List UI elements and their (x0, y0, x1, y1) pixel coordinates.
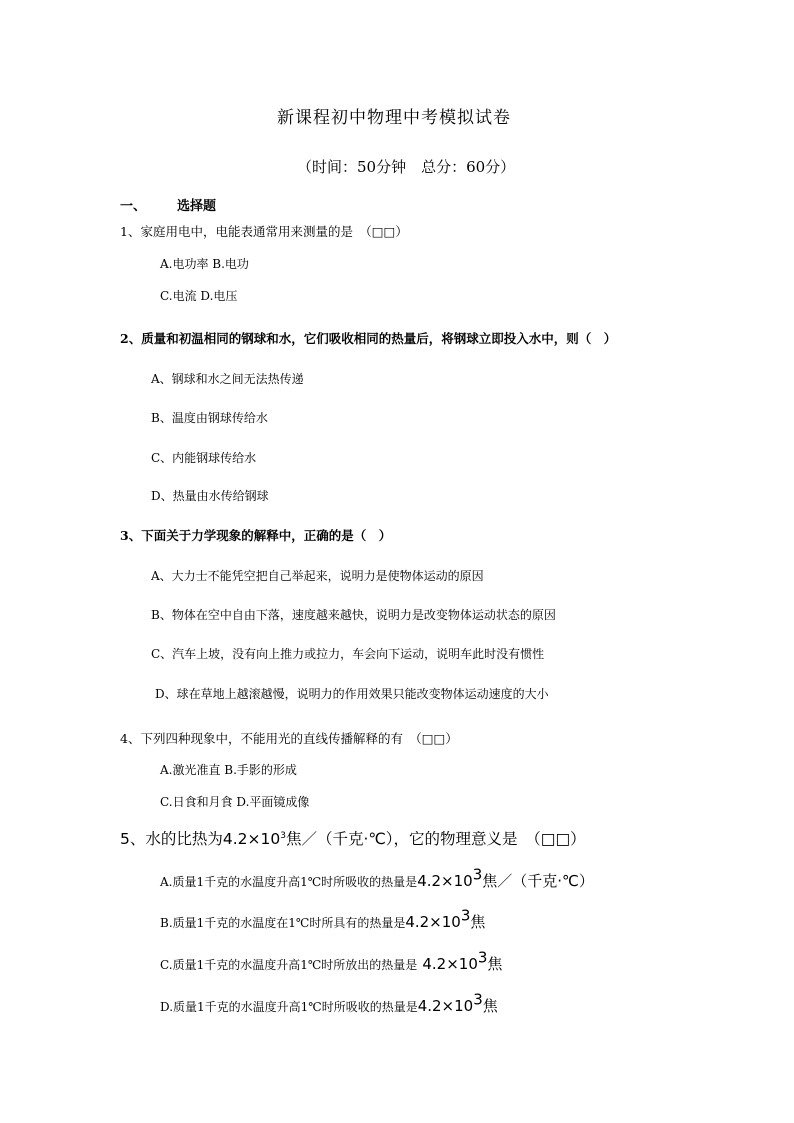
question-1-options-cd: C.电流 D.电压 (160, 289, 238, 303)
question-5-option-a-value: 4.2×10 (417, 872, 473, 890)
question-3-option-c: C、汽车上坡，没有向上推力或拉力，车会向下运动，说明车此时没有惯性 (151, 647, 545, 661)
question-5-option-d-value: 4.2×10 (417, 997, 474, 1015)
question-5-stem-exponent: 3 (280, 830, 286, 841)
question-5-option-c-exponent: 3 (477, 948, 488, 967)
question-3-option-a: A、大力士不能凭空把自己举起来，说明力是使物体运动的原因 (151, 569, 484, 583)
question-5-option-b-text: B.质量1千克的水温度在1℃时所具有的热量是 (160, 916, 406, 930)
question-5-option-d-unit: 焦 (482, 997, 498, 1015)
question-4-options-ab: A.激光准直 B.手影的形成 (160, 763, 297, 777)
question-5-option-a-exponent: 3 (472, 865, 483, 884)
question-5-option-d-exponent: 3 (473, 990, 483, 1009)
question-5-option-b (160, 906, 486, 931)
question-3-option-d: D、球在草地上越滚越慢，说明力的作用效果只能改变物体运动速度的大小 (155, 687, 549, 701)
question-5-option-b-exponent: 3 (460, 906, 471, 925)
question-3-stem: 3、下面关于力学现象的解释中，正确的是（ ） (120, 528, 392, 543)
exam-title: 新课程初中物理中考模拟试卷 (277, 108, 511, 128)
question-5-option-b-unit: 焦 (470, 913, 486, 931)
question-2-option-b: B、温度由钢球传给水 (151, 411, 268, 425)
question-5-option-a-text: A.质量1千克的水温度升高1℃时所吸收的热量是 (160, 875, 418, 889)
section-number: 一、 (120, 199, 147, 214)
question-2-option-c: C、内能钢球传给水 (151, 451, 257, 465)
question-4-options-cd: C.日食和月食 D.平面镜成像 (160, 795, 310, 809)
question-5-option-c-unit: 焦 (487, 955, 503, 973)
question-2-option-a: A、钢球和水之间无法热传递 (151, 372, 304, 386)
question-5-option-a (160, 865, 594, 890)
question-5-option-b-value: 4.2×10 (405, 913, 461, 931)
question-5-option-d (160, 990, 498, 1015)
exam-subtitle: （时间：50分钟 总分：60分） (297, 158, 516, 176)
question-5-option-c (160, 948, 503, 973)
section-title: 选择题 (177, 199, 217, 214)
question-4-stem: 4、下列四种现象中，不能用光的直线传播解释的有 （□□） (120, 731, 458, 746)
question-2-option-d: D、热量由水传给钢球 (151, 489, 269, 503)
question-3-option-b: B、物体在空中自由下落，速度越来越快，说明力是改变物体运动状态的原因 (151, 608, 556, 622)
question-2-stem: 2、质量和初温相同的钢球和水，它们吸收相同的热量后，将钢球立即投入水中，则（ ） (120, 331, 617, 346)
question-1-options-ab: A.电功率 B.电功 (160, 257, 249, 271)
question-5-option-d-text: D.质量1千克的水温度升高1℃时所吸收的热量是 (160, 1000, 418, 1014)
question-5-option-c-value: 4.2×10 (422, 955, 478, 973)
question-5-stem (120, 832, 586, 848)
question-1-stem: 1、家庭用电中，电能表通常用来测量的是 （□□） (120, 224, 408, 239)
question-5-option-a-unit: 焦／（千克·℃） (482, 872, 594, 890)
question-5-stem-suffix: 焦／（千克·℃），它的物理意义是 （□□） (285, 830, 586, 848)
question-5-option-c-text: C.质量1千克的水温度升高1℃时所放出的热量是 (160, 958, 418, 972)
question-5-stem-prefix: 5、水的比热为4.2×10 (120, 830, 281, 848)
